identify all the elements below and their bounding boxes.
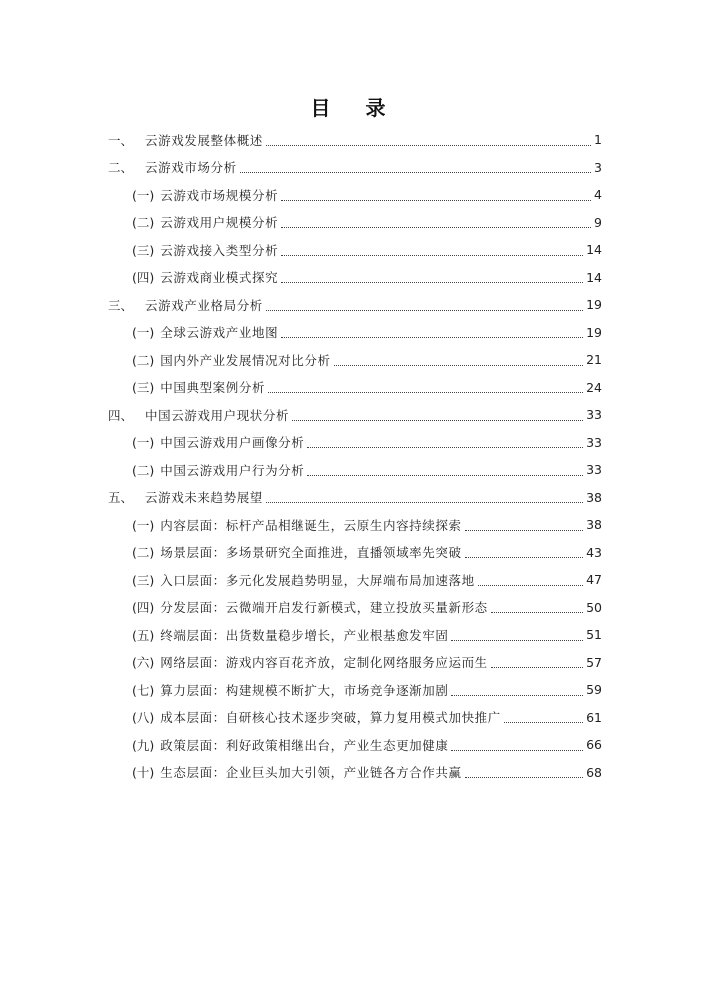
toc-entry-title: 云游戏产业格局分析 <box>145 297 263 313</box>
dot-leader <box>266 144 591 146</box>
toc-entry-title: 云游戏未来趋势展望 <box>145 490 263 506</box>
toc-entry-title: 全球云游戏产业地图 <box>160 325 279 341</box>
dot-leader <box>451 749 583 751</box>
toc-entry-title: 分发层面：云微端开启发行新模式，建立投放买量新形态 <box>160 600 488 616</box>
toc-entry-number: 三、 <box>108 297 134 313</box>
toc-entry-number: (六) <box>132 655 155 671</box>
toc-entry-title: 云游戏用户规模分析 <box>160 215 279 231</box>
table-of-contents <box>108 126 602 786</box>
toc-entry[interactable] <box>108 291 602 319</box>
dot-leader <box>465 556 584 558</box>
dot-leader <box>266 501 583 503</box>
toc-entry-title: 终端层面：出货数量稳步增长，产业根基愈发牢固 <box>160 627 449 643</box>
toc-entry-number: (二) <box>132 462 155 478</box>
dot-leader <box>281 254 583 256</box>
toc-entry[interactable] <box>108 484 602 512</box>
toc-entry-number: (二) <box>132 352 155 368</box>
toc-entry[interactable] <box>108 594 602 622</box>
dot-leader <box>504 721 583 723</box>
toc-entry-page-number: 33 <box>586 407 602 423</box>
toc-entry[interactable] <box>108 264 602 292</box>
toc-entry-title: 算力层面：构建规模不断扩大，市场竞争逐渐加剧 <box>160 682 449 698</box>
toc-entry-page-number: 33 <box>586 434 602 450</box>
toc-entry[interactable] <box>108 346 602 374</box>
toc-entry-number: (九) <box>132 737 155 753</box>
toc-entry[interactable] <box>108 731 602 759</box>
toc-entry[interactable] <box>108 401 602 429</box>
toc-entry[interactable] <box>108 759 602 787</box>
dot-leader <box>281 226 591 228</box>
toc-entry-number: (五) <box>132 627 155 643</box>
toc-entry[interactable] <box>108 126 602 154</box>
toc-entry-page-number: 14 <box>586 242 602 258</box>
toc-entry-number: 一、 <box>108 132 134 148</box>
toc-entry-title: 中国云游戏用户现状分析 <box>145 407 290 423</box>
toc-entry-page-number: 66 <box>586 737 602 753</box>
dot-leader <box>465 776 584 778</box>
toc-entry-number: (八) <box>132 710 155 726</box>
toc-entry-title: 云游戏商业模式探究 <box>160 270 279 286</box>
dot-leader <box>281 336 583 338</box>
toc-entry-title: 云游戏接入类型分析 <box>160 242 279 258</box>
dot-leader <box>307 474 583 476</box>
toc-entry-page-number: 19 <box>586 324 602 340</box>
toc-entry-title: 场景层面：多场景研究全面推进，直播领域率先突破 <box>160 545 462 561</box>
toc-entry-page-number: 1 <box>594 132 602 148</box>
toc-entry-page-number: 50 <box>586 599 602 615</box>
dot-leader <box>491 666 583 668</box>
dot-leader <box>281 199 591 201</box>
toc-entry-number: (七) <box>132 682 155 698</box>
toc-entry[interactable] <box>108 319 602 347</box>
toc-entry[interactable] <box>108 704 602 732</box>
toc-entry-page-number: 3 <box>594 159 602 175</box>
toc-entry-number: (三) <box>132 572 155 588</box>
dot-leader <box>491 611 583 613</box>
toc-entry-title: 入口层面：多元化发展趋势明显，大屏端布局加速落地 <box>160 572 475 588</box>
toc-entry-number: (四) <box>132 600 155 616</box>
toc-entry[interactable] <box>108 181 602 209</box>
toc-entry[interactable] <box>108 511 602 539</box>
toc-entry-number: (三) <box>132 380 155 396</box>
toc-entry-page-number: 51 <box>586 627 602 643</box>
toc-entry-number: (十) <box>132 765 155 781</box>
toc-entry-number: (二) <box>132 545 155 561</box>
toc-entry-page-number: 38 <box>586 517 602 533</box>
toc-entry-page-number: 61 <box>586 709 602 725</box>
toc-entry-title: 生态层面：企业巨头加大引领，产业链各方合作共赢 <box>160 765 462 781</box>
dot-leader <box>240 171 591 173</box>
toc-entry-page-number: 14 <box>586 269 602 285</box>
toc-entry[interactable] <box>108 236 602 264</box>
toc-entry-page-number: 43 <box>586 544 602 560</box>
dot-leader <box>281 281 583 283</box>
toc-entry-page-number: 9 <box>594 214 602 230</box>
toc-entry-title: 内容层面：标杆产品相继诞生，云原生内容持续探索 <box>160 517 462 533</box>
toc-entry-page-number: 19 <box>586 297 602 313</box>
toc-entry-page-number: 68 <box>586 764 602 780</box>
toc-entry-number: 四、 <box>108 407 134 423</box>
toc-entry-title: 云游戏发展整体概述 <box>145 132 263 148</box>
toc-entry-title: 政策层面：利好政策相继出台，产业生态更加健康 <box>160 737 449 753</box>
toc-entry-number: 二、 <box>108 160 134 176</box>
toc-entry-number: (三) <box>132 242 155 258</box>
toc-entry-title: 网络层面：游戏内容百花齐放，定制化网络服务应运而生 <box>160 655 488 671</box>
toc-entry-number: (一) <box>132 435 155 451</box>
toc-entry-number: (二) <box>132 215 155 231</box>
toc-entry[interactable] <box>108 154 602 182</box>
toc-entry-number: (四) <box>132 270 155 286</box>
toc-entry[interactable] <box>108 649 602 677</box>
toc-entry-title: 云游戏市场规模分析 <box>160 187 279 203</box>
toc-entry-title: 中国典型案例分析 <box>160 380 266 396</box>
toc-entry[interactable] <box>108 621 602 649</box>
toc-entry-number: (一) <box>132 325 155 341</box>
dot-leader <box>268 391 583 393</box>
dot-leader <box>465 529 584 531</box>
toc-entry[interactable] <box>108 539 602 567</box>
page-title: 目 录 <box>310 96 400 120</box>
dot-leader <box>451 639 583 641</box>
toc-entry-page-number: 38 <box>586 489 602 505</box>
toc-entry-page-number: 24 <box>586 379 602 395</box>
toc-entry-title: 中国云游戏用户行为分析 <box>160 462 305 478</box>
toc-entry-title: 成本层面：自研核心技术逐步突破，算力复用模式加快推广 <box>160 710 501 726</box>
toc-entry-title: 国内外产业发展情况对比分析 <box>160 352 331 368</box>
dot-leader <box>307 446 583 448</box>
dot-leader <box>334 364 584 366</box>
toc-entry[interactable] <box>108 209 602 237</box>
toc-entry[interactable] <box>108 456 602 484</box>
dot-leader <box>266 309 583 311</box>
toc-entry-number: 五、 <box>108 490 134 506</box>
toc-entry[interactable] <box>108 374 602 402</box>
toc-entry[interactable] <box>108 429 602 457</box>
toc-entry[interactable] <box>108 566 602 594</box>
toc-entry-page-number: 59 <box>586 682 602 698</box>
toc-entry[interactable] <box>108 676 602 704</box>
toc-entry-page-number: 47 <box>586 572 602 588</box>
toc-entry-page-number: 21 <box>586 352 602 368</box>
toc-entry-page-number: 33 <box>586 462 602 478</box>
toc-entry-title: 中国云游戏用户画像分析 <box>160 435 305 451</box>
toc-entry-number: (一) <box>132 517 155 533</box>
toc-entry-title: 云游戏市场分析 <box>145 160 237 176</box>
toc-entry-page-number: 4 <box>594 187 602 203</box>
dot-leader <box>292 419 583 421</box>
dot-leader <box>478 584 583 586</box>
dot-leader <box>451 694 583 696</box>
toc-entry-page-number: 57 <box>586 654 602 670</box>
toc-entry-number: (一) <box>132 187 155 203</box>
